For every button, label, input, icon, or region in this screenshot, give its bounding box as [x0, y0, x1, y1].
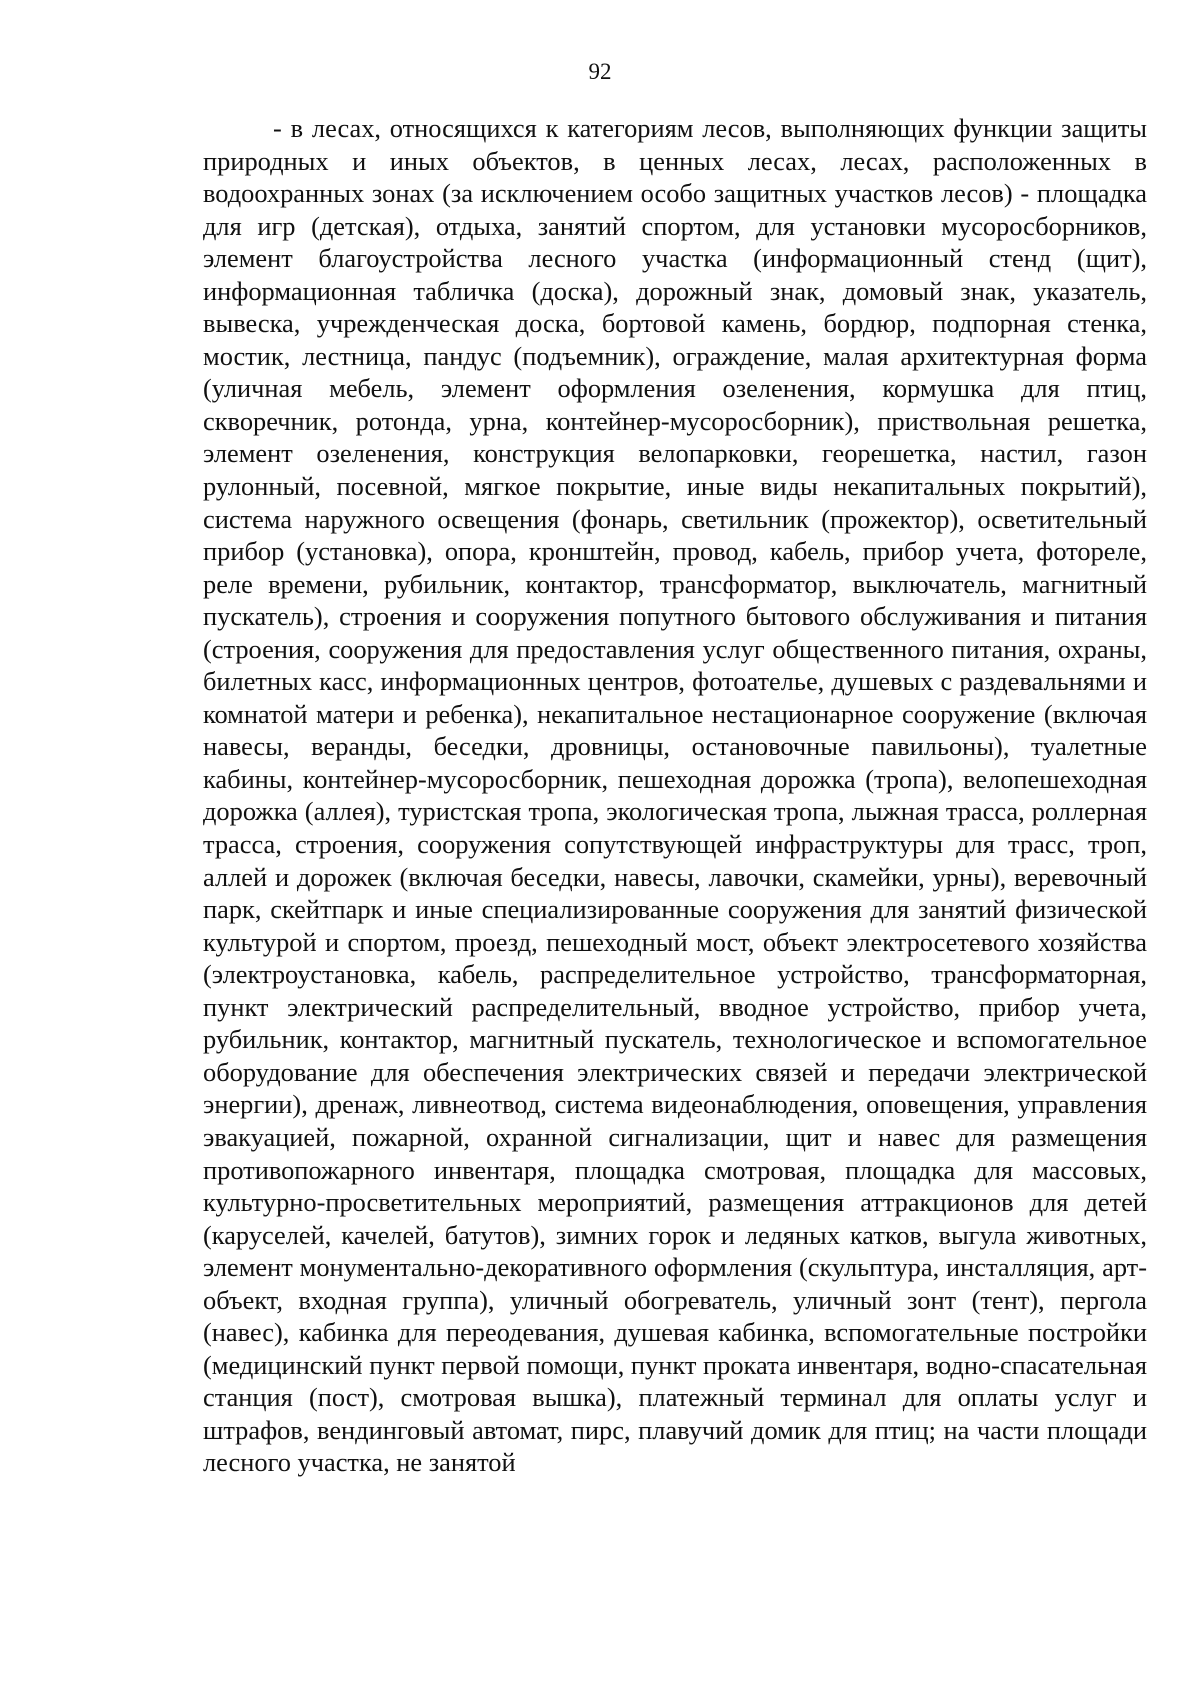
- page-number: 92: [588, 59, 612, 84]
- body-paragraph: - в лесах, относящихся к категориям лесов, выполняющих функции защиты природных и иных объектов, в ценных лесах, лесах, расположенных в водоохранных зонах (за исключением особо защитных участков лесов) - площадка для игр (детская), отдыха, занятий спортом, для установки мусоросборников, элемент благоустройства лесного участка (информационный стенд (щит), информационная табличка (доска), дорожный знак, домовый знак, указатель, вывеска, учрежденческая доска, бортовой камень, бордюр, подпорная стенка, мостик, лестница, пандус (подъемник), ограждение, малая архитектурная форма (уличная мебель, элемент оформления озеленения, кормушка для птиц, скворечник, ротонда, урна, контейнер-мусоросборник), приствольная решетка, элемент озеленения, конструкция велопарковки, георешетка, настил, газон рулонный, посевной, мягкое покрытие, иные виды некапитальных покрытий), система наружного освещения (фонарь, светильник (прожектор), осветительный прибор (установка), опора, кронштейн, провод, кабель, прибор учета, фотореле, реле времени, рубильник, контактор, трансформатор, выключатель, магнитный пускатель), строения и сооружения попутного бытового обслуживания и питания (строения, сооружения для предоставления услуг общественного питания, охраны, билетных касс, информационных центров, фотоателье, душевых с раздевальнями и комнатой матери и ребенка), некапитальное нестационарное сооружение (включая навесы, веранды, беседки, дровницы, остановочные павильоны), туалетные кабины, контейнер-мусоросборник, пешеходная дорожка (тропа), велопешеходная дорожка (аллея), туристская тропа, экологическая тропа, лыжная трасса, роллерная трасса, строения, сооружения сопутствующей инфраструктуры для трасс, троп, аллей и дорожек (включая беседки, навесы, лавочки, скамейки, урны), веревочный парк, скейтпарк и иные специализированные сооружения для занятий физической культурой и спортом, проезд, пешеходный мост, объект электросетевого хозяйства (электроустановка, кабель, распределительное устройство, трансформаторная, пункт электрический распределительный, вводное устройство, прибор учета, рубильник, контактор, магнитный пускатель, технологическое и вспомогательное оборудование для обеспечения электрических связей и передачи электрической энергии), дренаж, ливнеотвод, система видеонаблюдения, оповещения, управления эвакуацией, пожарной, охранной сигнализации, щит и навес для размещения противопожарного инвентаря, площадка смотровая, площадка для массовых, культурно-просветительных мероприятий, размещения аттракционов для детей (каруселей, качелей, батутов), зимних горок и ледяных катков, выгула животных, элемент монументально-декоративного оформления (скульптура, инсталляция, арт-объект, входная группа), уличный обогреватель, уличный зонт (тент), пергола (навес), кабинка для переодевания, душевая кабинка, вспомогательные постройки (медицинский пункт первой помощи, пункт проката инвентаря, водно-спасательная станция (пост), смотровая вышка), платежный терминал для оплаты услуг и штрафов, вендинговый автомат, пирс, плавучий домик для птиц; на части площади лесного участка, не занятой: [203, 113, 1147, 1478]
